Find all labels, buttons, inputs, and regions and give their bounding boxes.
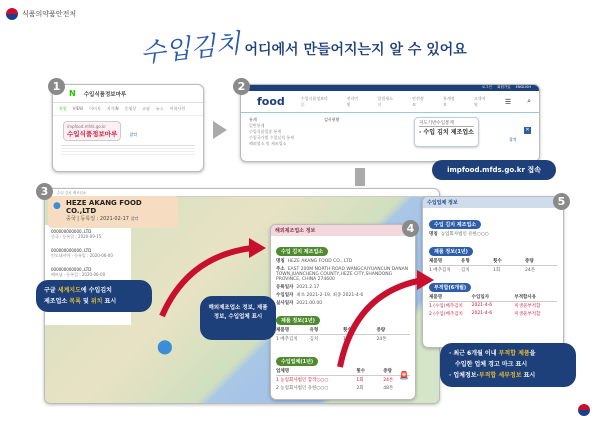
- list-item[interactable]: 000000000000,.LTD 인도네시아 · 등록일 : 2020-06-00: [51, 248, 113, 258]
- map-pin-icon: ●: [53, 201, 61, 211]
- taegeuk-icon: [6, 8, 18, 20]
- warning-bubble: · 최근 6개월 이내 부적합 제품을 수입한 업체 경고 마크 표시 · 업체정보·부적합 세부정보 표시: [440, 343, 576, 387]
- table-row: 1 배추김치 김치 1회 24톤: [429, 268, 536, 273]
- search-icon[interactable]: ⌕: [527, 97, 532, 105]
- map-pin-icon[interactable]: ⬤: [157, 339, 173, 355]
- tab[interactable]: 쇼핑: [142, 106, 150, 111]
- tab[interactable]: 지식iN: [106, 106, 119, 111]
- table-row: 1 (수입)배추김치 2021-4-6 미생물부적합: [429, 303, 541, 309]
- naver-logo: N: [69, 89, 76, 98]
- table-row: 2 (수입)배추김치 2021-4-6 미생물부적합: [429, 311, 541, 317]
- click-label: 찰칵: [129, 132, 138, 137]
- arrow-right-icon: [213, 121, 227, 139]
- menu-item[interactable]: 알림새소식: [377, 95, 393, 107]
- food-logo: food: [257, 95, 285, 108]
- menu-item[interactable]: 통계정보: [443, 95, 455, 107]
- step-number: 3: [36, 183, 53, 200]
- result-snippet: [61, 145, 195, 146]
- menu-icon[interactable]: ☰: [504, 97, 512, 106]
- menu-item[interactable]: 안전정보: [412, 95, 424, 107]
- list-item[interactable]: 000000000000,.LTD 중국 · 등록일 : 2020-09-15: [51, 229, 102, 239]
- tab[interactable]: VIEW: [72, 106, 84, 111]
- list-item[interactable]: 000000000000,.LTD 베트남 · 등록일 : 2020-06-00: [51, 267, 106, 277]
- table-row[interactable]: 1 농업회사법인 합작○○○ 1회 24톤: [276, 378, 394, 383]
- kimchi-factory-link[interactable]: · 수입 김치 제조업소: [419, 129, 474, 136]
- overseas-factory-panel: 해외제조업소 정보 수입 김치 제조업소 명칭 HEZE AKANG FOOD CO., LTD 주소 EAST 200M NORTH ROAD WANGCAIYUANCUN DANAN TOWN,JUANCHENG COUNTY,HEZE CITY,SHANDONG PROVINCE, CHINA 274600 등록일자 2021.2.17 수입일자 최초 2021-2-19, 최종 2021-4-6 실사일자 2021.00.00 제품 정보(1년) 제품명 유형 횟수 중량 1 배추김치 김치 1회 24톤 수입업체(1년) 업체명 횟수 중량 1 농업회사법인 합작○○○ 1회 24톤 2 농업회사법인 유한○○○ 2회 48톤 🚨: [270, 224, 416, 400]
- map-stats-popup: 지도기반수입통계 · 수입 김치 제조업소: [414, 117, 479, 147]
- menu-item[interactable]: 고객지원: [473, 95, 486, 107]
- arrow-down-left-icon: [355, 168, 365, 186]
- naver-search-panel: [52, 84, 204, 172]
- step-number: 2: [233, 78, 250, 95]
- table-row: 1 배추김치 김치 1회 24톤: [276, 337, 387, 342]
- step-number: 5: [553, 193, 570, 210]
- page-title: 수입김치 어디에서 만들어지는지 알 수 있어요: [138, 28, 467, 70]
- importer-panel: 수입업체 정보 수입 김치 제조업소 명칭 농업회사법인 유한○○○ 제품 정보(1년) 제품명 유형 횟수 중량 1 배추김치 김치 1회 24톤 부적합(6개월) 제품명 수입일자 부적합사유 1 (수입)배추김치 2021-4-6 미생물부적합 2 (수입)배추김치 2021-4-6 미생물부적합: [422, 196, 564, 348]
- taegeuk-icon: [578, 404, 590, 416]
- url-bubble: impfood.mfds.go.kr 접속: [432, 160, 556, 180]
- login-link[interactable]: 로그인: [481, 85, 493, 89]
- impfood-site-panel: 로그인 회원가입 ENGLISH food 수입식품정보마루 전자민원 알림새소식 안전정보 통계정보 고객지원 ☰ ⌕ 통계 일반통계 수입식품업종 통계 수입국가별 수입실적 통계 해외업소 및 제조업소 검사현황 지도기반수입통계 · 수입 김치 제조업소 찰칵 ✕: [240, 84, 540, 162]
- tab[interactable]: 어학사전: [169, 106, 186, 111]
- step-number: 4: [402, 220, 419, 237]
- menu-link[interactable]: 일반통계: [249, 123, 265, 128]
- warning-siren-icon: 🚨: [399, 371, 409, 380]
- red-curved-arrow: [335, 262, 435, 372]
- category-select[interactable]: 수입 김치 제조업소: [45, 189, 439, 197]
- close-icon[interactable]: ✕: [525, 127, 530, 133]
- tab[interactable]: 동영상: [124, 106, 137, 111]
- tab[interactable]: 이미지: [89, 106, 101, 111]
- info-bubble: 해외제조업소 정보, 제품 정보, 수입업체 표시: [200, 296, 276, 340]
- signup-link[interactable]: 회원가입: [497, 85, 511, 89]
- map-bubble: 구글 세계지도에 수입김치 제조업소 목록 및 위치 표시: [36, 280, 152, 312]
- menu-link[interactable]: 수입국가별 수입실적 통계: [249, 135, 295, 140]
- org-logo: 식품의약품안전처: [6, 8, 76, 20]
- step-number: 1: [48, 78, 65, 95]
- table-row[interactable]: 2 농업회사법인 유한○○○ 2회 48톤: [276, 386, 394, 391]
- tab[interactable]: 뉴스: [155, 106, 164, 111]
- english-link[interactable]: ENGLISH: [515, 85, 531, 89]
- menu-link[interactable]: 해외업소 및 제조업소: [249, 141, 287, 146]
- factory-card: ● HEZE AKANG FOOD CO.,LTD 중국 | 등록일 : 2021-02-17 찰칵: [48, 196, 178, 228]
- search-result-link[interactable]: impfood.mfds.go.kr 수입식품정보마루: [63, 121, 121, 141]
- search-query[interactable]: 수입식품정보마루: [83, 91, 127, 98]
- menu-item[interactable]: 전자민원: [346, 95, 359, 107]
- tab[interactable]: 통합: [59, 106, 67, 111]
- menu-link[interactable]: 수입식품업종 통계: [249, 129, 282, 134]
